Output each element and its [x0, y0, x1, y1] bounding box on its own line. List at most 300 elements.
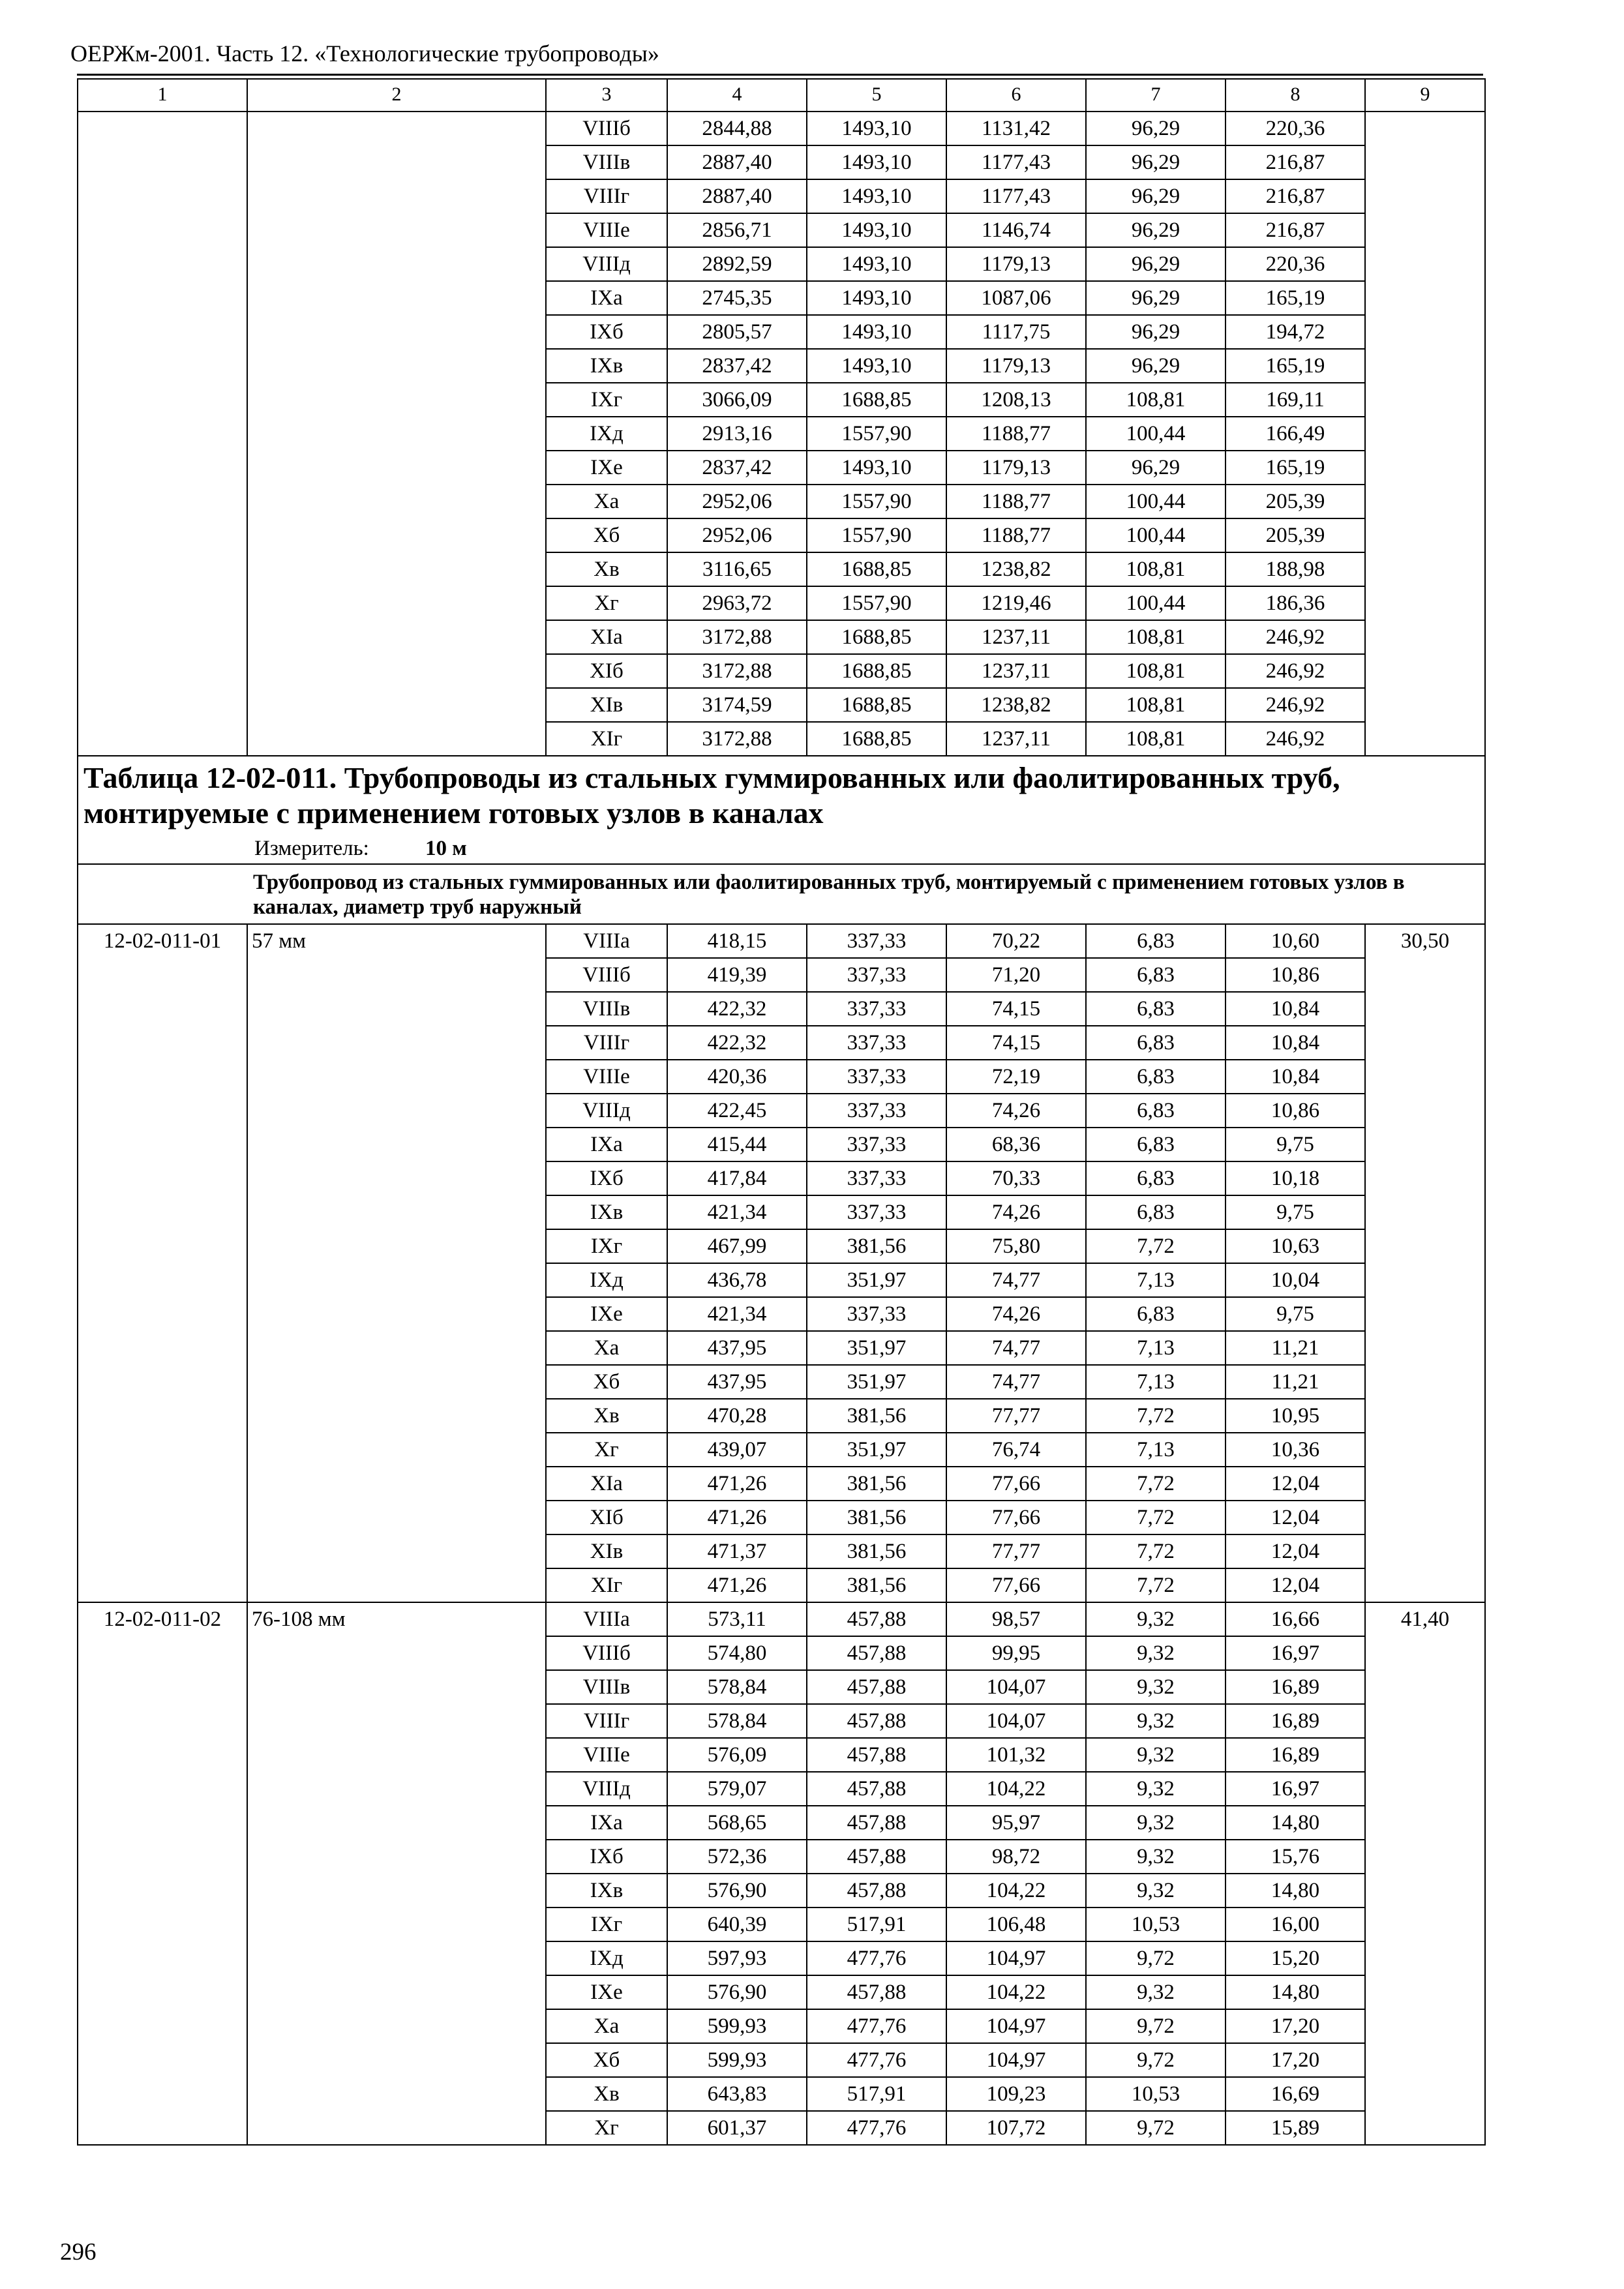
value-cell: 471,37 — [667, 1534, 807, 1568]
zone-cell: VIIIа — [546, 924, 667, 958]
value-cell: 337,33 — [807, 1094, 946, 1128]
value-cell: 422,45 — [667, 1094, 807, 1128]
value-cell: 9,75 — [1226, 1297, 1365, 1331]
value-cell: 6,83 — [1086, 1297, 1226, 1331]
value-cell: 74,26 — [946, 1094, 1086, 1128]
value-cell: 6,83 — [1086, 1161, 1226, 1195]
value-cell: 9,72 — [1086, 2111, 1226, 2145]
value-cell: 1177,43 — [946, 179, 1086, 213]
value-cell: 16,97 — [1226, 1772, 1365, 1806]
value-cell: 96,29 — [1086, 112, 1226, 145]
value-cell: 337,33 — [807, 1026, 946, 1060]
zone-cell: XIв — [546, 1534, 667, 1568]
value-cell: 12,04 — [1226, 1534, 1365, 1568]
value-cell: 11,21 — [1226, 1365, 1365, 1399]
zone-cell: Xб — [546, 518, 667, 552]
value-cell: 1557,90 — [807, 586, 946, 620]
value-cell: 2952,06 — [667, 485, 807, 518]
value-cell: 100,44 — [1086, 586, 1226, 620]
zone-cell: VIIIг — [546, 1704, 667, 1738]
value-cell: 3172,88 — [667, 722, 807, 756]
value-cell: 77,77 — [946, 1399, 1086, 1433]
value-cell: 7,72 — [1086, 1501, 1226, 1534]
value-cell: 1688,85 — [807, 722, 946, 756]
value-cell: 2837,42 — [667, 349, 807, 383]
value-cell: 1688,85 — [807, 552, 946, 586]
value-cell: 1557,90 — [807, 485, 946, 518]
value-cell: 477,76 — [807, 1941, 946, 1975]
value-cell: 104,97 — [946, 1941, 1086, 1975]
value-cell: 351,97 — [807, 1263, 946, 1297]
value-cell: 643,83 — [667, 2077, 807, 2111]
value-cell: 216,87 — [1226, 145, 1365, 179]
value-cell: 9,32 — [1086, 1806, 1226, 1840]
value-cell: 9,32 — [1086, 1636, 1226, 1670]
value-cell: 477,76 — [807, 2009, 946, 2043]
value-cell: 422,32 — [667, 992, 807, 1026]
zone-cell: IXд — [546, 1941, 667, 1975]
value-cell: 15,89 — [1226, 2111, 1365, 2145]
value-cell: 74,15 — [946, 992, 1086, 1026]
value-cell: 457,88 — [807, 1840, 946, 1874]
value-cell: 1493,10 — [807, 247, 946, 281]
table-subtitle: Трубопровод из стальных гуммированных или фаолитированных труб, монтируемый с применением готовых узлов в каналах, диаметр труб наружный — [78, 864, 1485, 924]
value-cell: 16,66 — [1226, 1602, 1365, 1636]
value-cell: 6,83 — [1086, 1128, 1226, 1161]
zone-cell: Xг — [546, 586, 667, 620]
value-cell: 578,84 — [667, 1670, 807, 1704]
code-cell — [78, 112, 247, 756]
value-cell: 17,20 — [1226, 2009, 1365, 2043]
zone-cell: IXв — [546, 1195, 667, 1229]
value-cell: 95,97 — [946, 1806, 1086, 1840]
value-cell: 1688,85 — [807, 620, 946, 654]
value-cell: 1493,10 — [807, 451, 946, 485]
value-cell: 381,56 — [807, 1534, 946, 1568]
zone-cell: IXв — [546, 349, 667, 383]
value-cell: 77,66 — [946, 1467, 1086, 1501]
value-cell: 2952,06 — [667, 518, 807, 552]
value-cell: 220,36 — [1226, 112, 1365, 145]
value-cell: 6,83 — [1086, 958, 1226, 992]
zone-cell: VIIIе — [546, 1738, 667, 1772]
value-cell: 337,33 — [807, 992, 946, 1026]
value-cell: 6,83 — [1086, 1195, 1226, 1229]
zone-cell: VIIIб — [546, 958, 667, 992]
value-cell: 1557,90 — [807, 518, 946, 552]
column-number: 3 — [546, 79, 667, 112]
value-cell: 471,26 — [667, 1501, 807, 1534]
value-cell: 574,80 — [667, 1636, 807, 1670]
value-cell: 246,92 — [1226, 620, 1365, 654]
value-cell: 10,53 — [1086, 2077, 1226, 2111]
value-cell: 471,26 — [667, 1568, 807, 1602]
value-cell: 169,11 — [1226, 383, 1365, 417]
value-cell: 437,95 — [667, 1365, 807, 1399]
zone-cell: Xв — [546, 2077, 667, 2111]
value-cell: 100,44 — [1086, 485, 1226, 518]
value-cell: 1238,82 — [946, 552, 1086, 586]
value-cell: 1237,11 — [946, 722, 1086, 756]
value-cell: 6,83 — [1086, 1026, 1226, 1060]
value-cell: 96,29 — [1086, 145, 1226, 179]
zone-cell: VIIIв — [546, 1670, 667, 1704]
zone-cell: VIIIд — [546, 1094, 667, 1128]
value-cell: 337,33 — [807, 958, 946, 992]
zone-cell: Xв — [546, 552, 667, 586]
table-row — [78, 1602, 1485, 1636]
zone-cell: Xб — [546, 2043, 667, 2077]
value-cell: 2745,35 — [667, 281, 807, 315]
value-cell: 104,22 — [946, 1772, 1086, 1806]
value-cell: 7,72 — [1086, 1534, 1226, 1568]
value-cell: 1493,10 — [807, 315, 946, 349]
value-cell: 106,48 — [946, 1908, 1086, 1941]
value-cell: 467,99 — [667, 1229, 807, 1263]
value-cell: 98,57 — [946, 1602, 1086, 1636]
value-cell: 104,07 — [946, 1704, 1086, 1738]
table-title: Таблица 12-02-011. Трубопроводы из стальных гуммированных или фаолитированных труб, монтируемые с применением готовых узлов в каналах — [78, 756, 1485, 833]
zone-cell: Xа — [546, 2009, 667, 2043]
value-cell: 77,77 — [946, 1534, 1086, 1568]
value-cell: 9,32 — [1086, 1704, 1226, 1738]
measure-value: 10 м — [425, 837, 467, 860]
value-cell: 572,36 — [667, 1840, 807, 1874]
value-cell: 216,87 — [1226, 213, 1365, 247]
value-cell: 7,72 — [1086, 1229, 1226, 1263]
value-cell: 2913,16 — [667, 417, 807, 451]
value-cell: 205,39 — [1226, 485, 1365, 518]
value-cell: 3066,09 — [667, 383, 807, 417]
value-cell: 10,84 — [1226, 1060, 1365, 1094]
value-cell: 9,32 — [1086, 1840, 1226, 1874]
zone-cell: VIIIд — [546, 1772, 667, 1806]
value-cell: 337,33 — [807, 1195, 946, 1229]
value-cell: 599,93 — [667, 2009, 807, 2043]
value-cell: 381,56 — [807, 1467, 946, 1501]
zone-cell: IXб — [546, 1161, 667, 1195]
value-cell: 10,04 — [1226, 1263, 1365, 1297]
value-cell: 11,21 — [1226, 1331, 1365, 1365]
value-cell: 1238,82 — [946, 688, 1086, 722]
value-cell: 573,11 — [667, 1602, 807, 1636]
value-cell: 7,72 — [1086, 1568, 1226, 1602]
zone-cell: Xг — [546, 1433, 667, 1467]
value-cell: 2844,88 — [667, 112, 807, 145]
zone-cell: IXд — [546, 1263, 667, 1297]
value-cell: 10,53 — [1086, 1908, 1226, 1941]
value-cell: 417,84 — [667, 1161, 807, 1195]
value-cell: 420,36 — [667, 1060, 807, 1094]
value-cell: 16,89 — [1226, 1670, 1365, 1704]
value-cell: 7,13 — [1086, 1263, 1226, 1297]
zone-cell: XIв — [546, 688, 667, 722]
zone-cell: IXа — [546, 1128, 667, 1161]
value-cell: 381,56 — [807, 1568, 946, 1602]
zone-cell: XIб — [546, 1501, 667, 1534]
value-cell: 1146,74 — [946, 213, 1086, 247]
zone-cell: IXе — [546, 451, 667, 485]
value-cell: 1493,10 — [807, 281, 946, 315]
value-cell: 1219,46 — [946, 586, 1086, 620]
value-cell: 597,93 — [667, 1941, 807, 1975]
value-cell: 10,86 — [1226, 1094, 1365, 1128]
zone-cell: IXе — [546, 1975, 667, 2009]
value-cell: 337,33 — [807, 1060, 946, 1094]
value-cell: 96,29 — [1086, 281, 1226, 315]
value-cell: 16,69 — [1226, 2077, 1365, 2111]
value-cell: 337,33 — [807, 1297, 946, 1331]
value-cell: 246,92 — [1226, 688, 1365, 722]
value-cell: 12,04 — [1226, 1467, 1365, 1501]
value-cell: 109,23 — [946, 2077, 1086, 2111]
value-cell: 194,72 — [1226, 315, 1365, 349]
value-cell: 74,77 — [946, 1365, 1086, 1399]
value-cell: 100,44 — [1086, 518, 1226, 552]
code-cell: 12-02-011-01 — [78, 924, 247, 1602]
column-number: 1 — [78, 79, 247, 112]
value-cell: 640,39 — [667, 1908, 807, 1941]
value-cell: 70,33 — [946, 1161, 1086, 1195]
value-cell: 96,29 — [1086, 349, 1226, 383]
value-cell: 7,13 — [1086, 1365, 1226, 1399]
value-cell: 10,95 — [1226, 1399, 1365, 1433]
value-cell: 6,83 — [1086, 992, 1226, 1026]
zone-cell: IXв — [546, 1874, 667, 1908]
measure-row — [78, 833, 1485, 864]
value-cell: 186,36 — [1226, 586, 1365, 620]
value-cell: 568,65 — [667, 1806, 807, 1840]
value-cell: 7,72 — [1086, 1399, 1226, 1433]
value-cell: 457,88 — [807, 1670, 946, 1704]
value-cell: 9,75 — [1226, 1128, 1365, 1161]
mass-cell — [1365, 112, 1485, 756]
value-cell: 108,81 — [1086, 383, 1226, 417]
zone-cell: VIIIд — [546, 247, 667, 281]
value-cell: 1188,77 — [946, 485, 1086, 518]
zone-cell: Xа — [546, 485, 667, 518]
value-cell: 457,88 — [807, 1975, 946, 2009]
value-cell: 75,80 — [946, 1229, 1086, 1263]
value-cell: 1688,85 — [807, 383, 946, 417]
value-cell: 1493,10 — [807, 349, 946, 383]
subtitle-row — [78, 864, 1485, 924]
value-cell: 3172,88 — [667, 654, 807, 688]
value-cell: 1493,10 — [807, 112, 946, 145]
value-cell: 2887,40 — [667, 179, 807, 213]
value-cell: 108,81 — [1086, 620, 1226, 654]
zone-cell: IXб — [546, 315, 667, 349]
value-cell: 96,29 — [1086, 247, 1226, 281]
value-cell: 10,18 — [1226, 1161, 1365, 1195]
value-cell: 3172,88 — [667, 620, 807, 654]
value-cell: 10,63 — [1226, 1229, 1365, 1263]
zone-cell: VIIIг — [546, 179, 667, 213]
value-cell: 96,29 — [1086, 315, 1226, 349]
value-cell: 2892,59 — [667, 247, 807, 281]
value-cell: 9,32 — [1086, 1670, 1226, 1704]
value-cell: 381,56 — [807, 1229, 946, 1263]
value-cell: 1177,43 — [946, 145, 1086, 179]
value-cell: 578,84 — [667, 1704, 807, 1738]
value-cell: 1179,13 — [946, 349, 1086, 383]
diameter-cell: 76-108 мм — [247, 1602, 546, 2145]
value-cell: 2837,42 — [667, 451, 807, 485]
value-cell: 457,88 — [807, 1806, 946, 1840]
value-cell: 421,34 — [667, 1195, 807, 1229]
code-cell: 12-02-011-02 — [78, 1602, 247, 2145]
value-cell: 96,29 — [1086, 451, 1226, 485]
zone-cell: Xв — [546, 1399, 667, 1433]
value-cell: 77,66 — [946, 1501, 1086, 1534]
value-cell: 471,26 — [667, 1467, 807, 1501]
value-cell: 96,29 — [1086, 179, 1226, 213]
value-cell: 415,44 — [667, 1128, 807, 1161]
mass-cell: 30,50 — [1365, 924, 1485, 1602]
value-cell: 12,04 — [1226, 1568, 1365, 1602]
value-cell: 165,19 — [1226, 281, 1365, 315]
zone-cell: VIIIг — [546, 1026, 667, 1060]
value-cell: 246,92 — [1226, 654, 1365, 688]
value-cell: 108,81 — [1086, 552, 1226, 586]
zone-cell: Xб — [546, 1365, 667, 1399]
value-cell: 220,36 — [1226, 247, 1365, 281]
value-cell: 576,09 — [667, 1738, 807, 1772]
value-cell: 517,91 — [807, 1908, 946, 1941]
zone-cell: Xа — [546, 1331, 667, 1365]
zone-cell: VIIIа — [546, 1602, 667, 1636]
value-cell: 381,56 — [807, 1399, 946, 1433]
value-cell: 1208,13 — [946, 383, 1086, 417]
value-cell: 517,91 — [807, 2077, 946, 2111]
value-cell: 15,76 — [1226, 1840, 1365, 1874]
value-cell: 1188,77 — [946, 518, 1086, 552]
column-number: 8 — [1226, 79, 1365, 112]
column-number: 7 — [1086, 79, 1226, 112]
value-cell: 576,90 — [667, 1975, 807, 2009]
value-cell: 9,32 — [1086, 1874, 1226, 1908]
table-row — [78, 112, 1485, 145]
column-number: 6 — [946, 79, 1086, 112]
value-cell: 337,33 — [807, 924, 946, 958]
value-cell: 1493,10 — [807, 145, 946, 179]
value-cell: 108,81 — [1086, 688, 1226, 722]
value-cell: 1179,13 — [946, 247, 1086, 281]
zone-cell: IXе — [546, 1297, 667, 1331]
value-cell: 10,84 — [1226, 992, 1365, 1026]
value-cell: 74,77 — [946, 1263, 1086, 1297]
zone-cell: IXг — [546, 383, 667, 417]
zone-cell: XIб — [546, 654, 667, 688]
value-cell: 1131,42 — [946, 112, 1086, 145]
zone-cell: VIIIе — [546, 1060, 667, 1094]
value-cell: 1688,85 — [807, 654, 946, 688]
value-cell: 351,97 — [807, 1331, 946, 1365]
table-row — [78, 924, 1485, 958]
value-cell: 419,39 — [667, 958, 807, 992]
value-cell: 2856,71 — [667, 213, 807, 247]
value-cell: 16,89 — [1226, 1738, 1365, 1772]
value-cell: 6,83 — [1086, 1060, 1226, 1094]
table-title-row — [78, 756, 1485, 833]
header-rule — [77, 74, 1483, 76]
value-cell: 70,22 — [946, 924, 1086, 958]
value-cell: 351,97 — [807, 1365, 946, 1399]
value-cell: 108,81 — [1086, 722, 1226, 756]
value-cell: 601,37 — [667, 2111, 807, 2145]
value-cell: 381,56 — [807, 1501, 946, 1534]
value-cell: 12,04 — [1226, 1501, 1365, 1534]
value-cell: 6,83 — [1086, 924, 1226, 958]
zone-cell: XIа — [546, 620, 667, 654]
value-cell: 16,00 — [1226, 1908, 1365, 1941]
value-cell: 14,80 — [1226, 1975, 1365, 2009]
page-number: 296 — [60, 2239, 97, 2266]
value-cell: 74,15 — [946, 1026, 1086, 1060]
value-cell: 188,98 — [1226, 552, 1365, 586]
value-cell: 7,72 — [1086, 1467, 1226, 1501]
value-cell: 6,83 — [1086, 1094, 1226, 1128]
value-cell: 437,95 — [667, 1331, 807, 1365]
zone-cell: VIIIв — [546, 992, 667, 1026]
value-cell: 457,88 — [807, 1738, 946, 1772]
column-number: 4 — [667, 79, 807, 112]
value-cell: 14,80 — [1226, 1806, 1365, 1840]
value-cell: 457,88 — [807, 1636, 946, 1670]
value-cell: 470,28 — [667, 1399, 807, 1433]
value-cell: 77,66 — [946, 1568, 1086, 1602]
value-cell: 7,13 — [1086, 1331, 1226, 1365]
value-cell: 1688,85 — [807, 688, 946, 722]
value-cell: 10,84 — [1226, 1026, 1365, 1060]
diameter-cell — [247, 112, 546, 756]
value-cell: 16,89 — [1226, 1704, 1365, 1738]
value-cell: 216,87 — [1226, 179, 1365, 213]
value-cell: 9,32 — [1086, 1772, 1226, 1806]
value-cell: 16,97 — [1226, 1636, 1365, 1670]
value-cell: 3174,59 — [667, 688, 807, 722]
page-header: ОЕРЖм-2001. Часть 12. «Технологические трубопроводы» — [70, 40, 659, 67]
zone-cell: IXб — [546, 1840, 667, 1874]
value-cell: 104,22 — [946, 1874, 1086, 1908]
value-cell: 100,44 — [1086, 417, 1226, 451]
value-cell: 108,81 — [1086, 654, 1226, 688]
value-cell: 1493,10 — [807, 213, 946, 247]
column-number-row — [78, 79, 1485, 112]
value-cell: 1237,11 — [946, 654, 1086, 688]
value-cell: 2805,57 — [667, 315, 807, 349]
value-cell: 418,15 — [667, 924, 807, 958]
value-cell: 74,77 — [946, 1331, 1086, 1365]
diameter-cell: 57 мм — [247, 924, 546, 1602]
measure-cell — [78, 833, 1485, 864]
value-cell: 422,32 — [667, 1026, 807, 1060]
value-cell: 9,75 — [1226, 1195, 1365, 1229]
value-cell: 337,33 — [807, 1161, 946, 1195]
value-cell: 599,93 — [667, 2043, 807, 2077]
value-cell: 579,07 — [667, 1772, 807, 1806]
value-cell: 104,97 — [946, 2009, 1086, 2043]
value-cell: 14,80 — [1226, 1874, 1365, 1908]
value-cell: 2887,40 — [667, 145, 807, 179]
zone-cell: IXг — [546, 1229, 667, 1263]
value-cell: 1237,11 — [946, 620, 1086, 654]
value-cell: 71,20 — [946, 958, 1086, 992]
value-cell: 9,32 — [1086, 1975, 1226, 2009]
value-cell: 246,92 — [1226, 722, 1365, 756]
value-cell: 9,32 — [1086, 1602, 1226, 1636]
value-cell: 166,49 — [1226, 417, 1365, 451]
